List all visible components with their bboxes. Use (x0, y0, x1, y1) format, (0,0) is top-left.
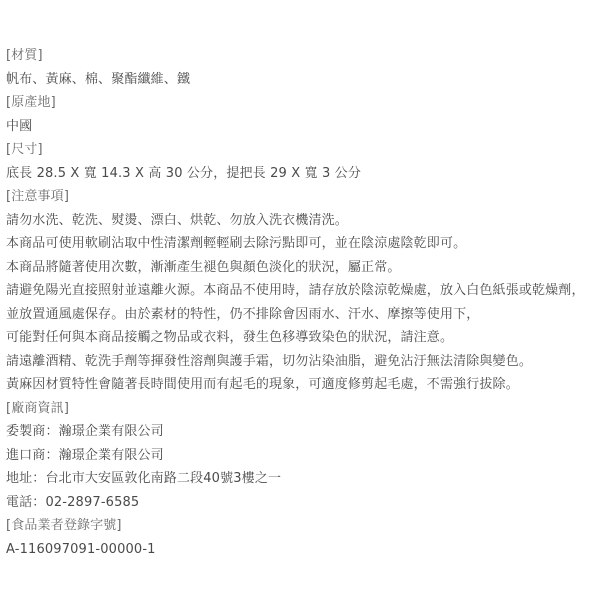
notes-line: 請遠離酒精、乾洗手劑等揮發性溶劑與護手霜，切勿沾染油脂，避免沾汙無法清除與變色。 (6, 353, 533, 369)
section-origin (6, 91, 598, 138)
registration-number: A-116097091-00000-1 (6, 541, 156, 557)
vendor-address: 地址：台北市大安區敦化南路二段40號3樓之一 (6, 471, 282, 486)
section-notes (6, 185, 598, 397)
section-heading-material: [材質] (6, 48, 43, 63)
notes-line: 可能對任何與本商品接觸之物品或衣料，發生色移導致染色的狀況，請注意。 (6, 330, 454, 345)
section-material (6, 44, 598, 91)
vendor-phone: 電話：02-2897-6585 (6, 494, 140, 510)
origin-text: 中國 (6, 118, 33, 134)
notes-line: 並放置通風處保存。由於素材的特性，仍不排除會因雨水、汗水、摩擦等使用下， (6, 306, 480, 322)
notes-line: 本商品可使用軟刷沾取中性清潔劑輕輕刷去除污點即可，並在陰涼處陰乾即可。 (6, 236, 467, 251)
section-vendor (6, 397, 598, 515)
section-heading-vendor: [廠商資訊] (6, 400, 70, 416)
notes-line: 本商品將隨著使用次數，漸漸產生褪色與顏色淡化的狀況，屬正常。 (6, 259, 401, 275)
section-registration (6, 514, 598, 561)
material-text: 帆布、黃麻、棉、聚酯纖維、鐵 (6, 71, 191, 87)
product-info-document (6, 44, 598, 561)
notes-line: 請勿水洗、乾洗、熨燙、漂白、烘乾、勿放入洗衣機清洗。 (6, 212, 348, 228)
section-heading-notes: [注意事項] (6, 189, 70, 204)
section-size (6, 138, 598, 185)
section-heading-registration: [食品業者登錄字號] (6, 518, 122, 533)
vendor-importer: 進口商：瀚璟企業有限公司 (6, 447, 164, 463)
section-heading-size: [尺寸] (6, 142, 43, 157)
section-heading-origin: [原產地] (6, 95, 56, 110)
size-text: 底長 28.5 X 寬 14.3 X 高 30 公分，提把長 29 X 寬 3 公分 (6, 165, 361, 181)
vendor-manufacturer: 委製商：瀚璟企業有限公司 (6, 424, 164, 439)
notes-line: 請避免陽光直接照射並遠離火源。本商品不使用時，請存放於陰涼乾燥處，放入白色紙張或乾燥劑， (6, 283, 585, 298)
notes-line: 黃麻因材質特性會隨著長時間使用而有起毛的現象，可適度修剪起毛處，不需強行拔除。 (6, 377, 519, 392)
